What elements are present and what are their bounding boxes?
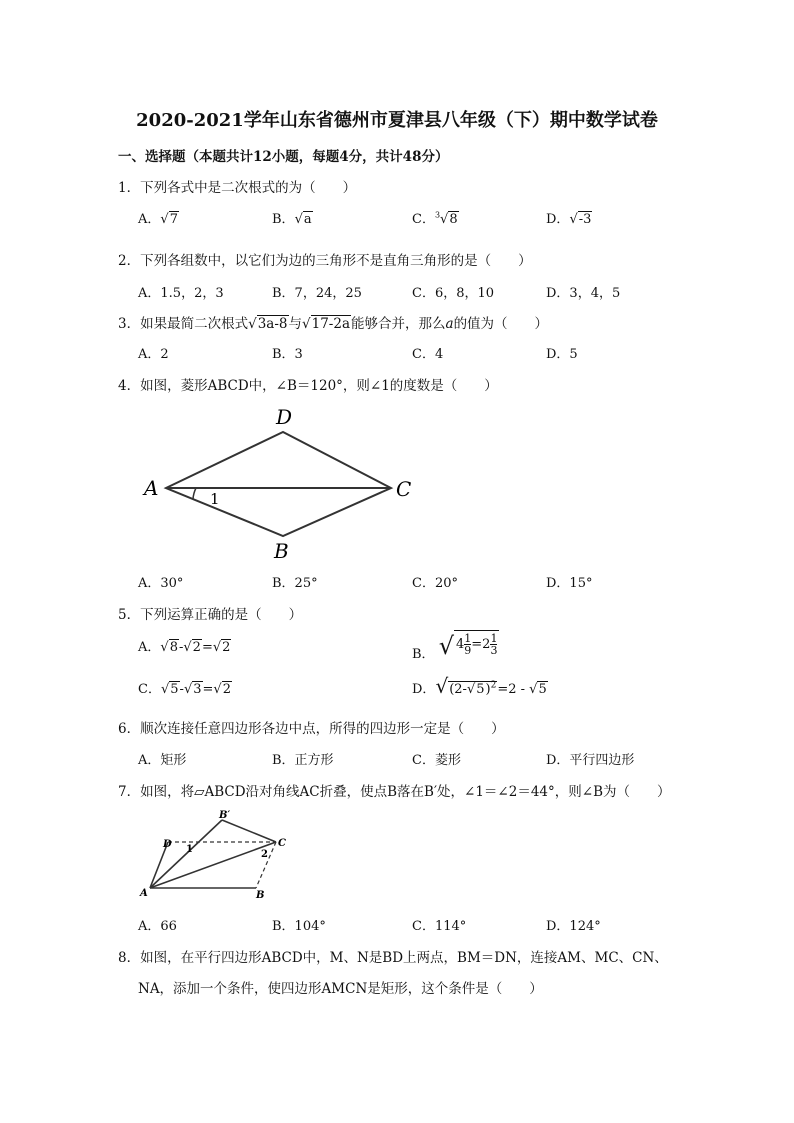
rhombus-figure bbox=[138, 400, 428, 570]
q4-option-b: B．25° bbox=[272, 576, 318, 591]
q3-option-d: D．5 bbox=[546, 347, 578, 362]
q2-option-c: C．6，8，10 bbox=[412, 286, 495, 301]
page-title: 2020-2021学年山东省德州市夏津县八年级（下）期中数学试卷 bbox=[136, 110, 658, 131]
q2-option-d: D．3，4，5 bbox=[546, 286, 621, 301]
question-2-stem: 2．下列各组数中，以它们为边的三角形不是直角三角形的是（ ） bbox=[118, 253, 532, 269]
label-b: B bbox=[274, 539, 289, 563]
q3-option-b: B．3 bbox=[272, 347, 303, 362]
q1-option-b: B．√a bbox=[272, 212, 312, 227]
label-d: D bbox=[276, 405, 293, 429]
q3-option-c: C．4 bbox=[412, 347, 444, 362]
q4-option-d: D．15° bbox=[546, 576, 593, 591]
q5-option-d: D．$√(2-√5)^2=2 - √5$ bbox=[412, 674, 547, 698]
q7-option-c: C．114° bbox=[412, 919, 467, 934]
question-3-stem: 3．如果最简二次根式√3a-8与√17-2a能够合并，那么a的值为（ ） bbox=[118, 316, 549, 332]
label-c: C bbox=[396, 477, 412, 501]
q6-option-b: B．正方形 bbox=[272, 753, 334, 768]
label-b: B bbox=[256, 890, 265, 901]
question-4-stem: 4．如图，菱形ABCD中，∠B＝120°，则∠1的度数是（ ） bbox=[118, 378, 498, 394]
question-1-stem: 1．下列各式中是二次根式的为（ ） bbox=[118, 180, 357, 196]
label-angle-2: 2 bbox=[261, 849, 268, 860]
q5-option-c: C．√5-√3=√2 bbox=[138, 682, 231, 697]
question-8-stem-line-2: NA，添加一个条件，使四边形AMCN是矩形，这个条件是（ ） bbox=[138, 981, 543, 997]
q5-option-b: B． √ 4 $\frac{1}{9}$ =2 $\frac{1}{3}$ bbox=[412, 632, 498, 662]
q6-option-c: C．菱形 bbox=[412, 753, 461, 768]
q7-option-a: A．66 bbox=[138, 919, 177, 934]
question-7-stem: 7．如图，将▱ABCD沿对角线AC折叠，使点B落在B′处，∠1＝∠2＝44°，则∠B为（ ） bbox=[118, 784, 671, 800]
q4-option-c: C．20° bbox=[412, 576, 458, 591]
q5-option-a: A．√8-√2=√2 bbox=[138, 640, 231, 655]
q1-option-a: A．√7 bbox=[138, 212, 178, 227]
question-8-stem-line-1: 8．如图，在平行四边形ABCD中，M、N是BD上两点，BM＝DN，连接AM、MC、CN、 bbox=[118, 950, 668, 966]
label-d: D bbox=[163, 839, 172, 850]
question-6-stem: 6．顺次连接任意四边形各边中点，所得的四边形一定是（ ） bbox=[118, 721, 505, 737]
q6-option-a: A．矩形 bbox=[138, 753, 187, 768]
rhombus-shape bbox=[166, 432, 391, 536]
q1-option-c: C．$^3$√8 bbox=[412, 210, 458, 227]
edge-b-prime-c bbox=[222, 820, 276, 842]
label-a: A bbox=[140, 888, 148, 899]
section-heading: 一、选择题（本题共计12小题，每题4分，共计48分） bbox=[118, 149, 449, 165]
q2-option-a: A．1.5，2，3 bbox=[138, 286, 224, 301]
label-b-prime: B′ bbox=[219, 810, 231, 821]
q7-option-d: D．124° bbox=[546, 919, 601, 934]
question-5-stem: 5．下列运算正确的是（ ） bbox=[118, 607, 303, 623]
q1-option-d: D．√-3 bbox=[546, 212, 592, 227]
q2-option-b: B．7，24，25 bbox=[272, 286, 362, 301]
label-angle-1: 1 bbox=[210, 490, 220, 508]
angle-1-arc bbox=[193, 488, 196, 499]
fold-parallelogram-figure bbox=[138, 806, 308, 910]
q6-option-d: D．平行四边形 bbox=[546, 753, 635, 768]
q4-option-a: A．30° bbox=[138, 576, 184, 591]
label-angle-1: 1 bbox=[186, 844, 193, 855]
q7-option-b: B．104° bbox=[272, 919, 326, 934]
label-a: A bbox=[144, 476, 159, 500]
q3-option-a: A．2 bbox=[138, 347, 169, 362]
label-c: C bbox=[278, 838, 286, 849]
